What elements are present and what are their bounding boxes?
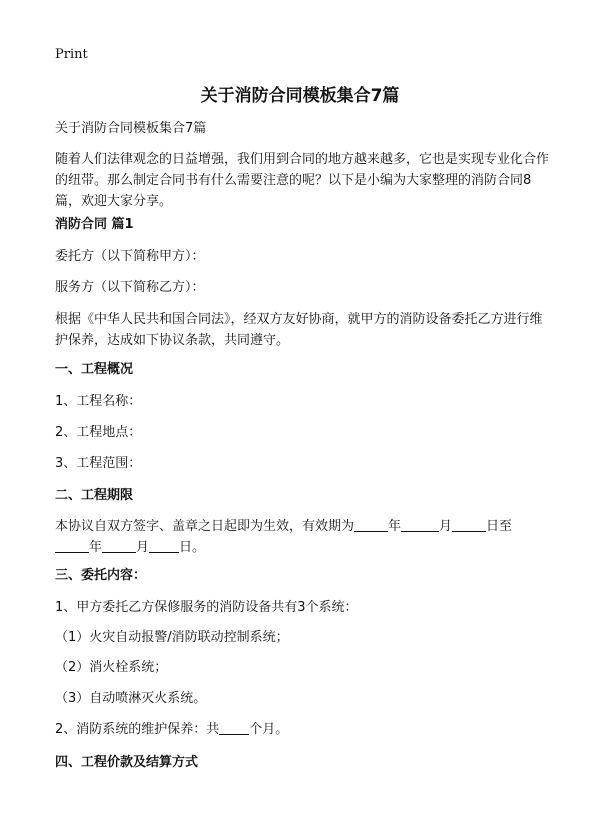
project-location-item: 2、工程地点： — [55, 425, 142, 440]
year-blank — [354, 517, 388, 532]
intro-paragraph: 随着人们法律观念的日益增强，我们用到合同的地方越来越多，它也是实现专业化合作的纽带。那么制定合同书有什么需要注意的呢？以下是小编为大家整理的消防合同8篇，欢迎大家分享。 — [55, 152, 550, 209]
party-a-line: 委托方（以下简称甲方）： — [55, 249, 205, 264]
day-to-label: 日至 — [486, 519, 513, 534]
months-blank — [219, 720, 249, 735]
months-label: 个月。 — [249, 722, 289, 737]
preamble-paragraph: 根据《中华人民共和国合同法》，经双方友好协商，就甲方的消防设备委托乙方进行维护保养，达成如下协议条款，共同遵守。 — [55, 312, 543, 348]
term-paragraph — [55, 516, 555, 558]
end-day-blank — [149, 538, 179, 553]
heading-project-overview: 一、工程概况 — [55, 362, 134, 377]
maintenance-text: 2、消防系统的维护保养：共 — [55, 722, 220, 737]
term-line-1 — [55, 516, 555, 537]
commission-item-2 — [55, 719, 555, 740]
day-blank — [452, 517, 486, 532]
end-month-label: 月 — [136, 540, 150, 555]
document-title: 关于消防合同模板集合7篇 — [200, 86, 400, 106]
end-day-label: 日。 — [179, 540, 206, 555]
document-subtitle: 关于消防合同模板集合7篇 — [55, 121, 207, 136]
heading-commission-content: 三、委托内容： — [55, 568, 147, 583]
end-year-blank — [55, 538, 89, 553]
commission-item-1: 1、甲方委托乙方保修服务的消防设备共有3个系统： — [55, 600, 358, 615]
system-item-1: （1）火灾自动报警/消防联动控制系统； — [55, 630, 289, 645]
year-label: 年 — [388, 519, 402, 534]
month-label: 月 — [439, 519, 453, 534]
month-blank — [401, 517, 439, 532]
end-month-blank — [102, 538, 136, 553]
project-scope-item: 3、工程范围： — [55, 456, 142, 471]
section-title: 消防合同 篇1 — [55, 217, 134, 232]
heading-price-settlement: 四、工程价款及结算方式 — [55, 755, 199, 770]
system-item-2: （2）消火栓系统； — [55, 660, 168, 675]
system-item-3: （3）自动喷淋灭火系统。 — [55, 691, 207, 706]
party-b-line: 服务方（以下简称乙方）： — [55, 280, 205, 295]
print-link[interactable]: Print — [55, 47, 88, 62]
project-name-item: 1、工程名称： — [55, 394, 142, 409]
term-text: 本协议自双方签字、盖章之日起即为生效，有效期为 — [55, 519, 355, 534]
term-line-2 — [55, 537, 555, 558]
end-year-label: 年 — [89, 540, 103, 555]
heading-project-term: 二、工程期限 — [55, 488, 134, 503]
